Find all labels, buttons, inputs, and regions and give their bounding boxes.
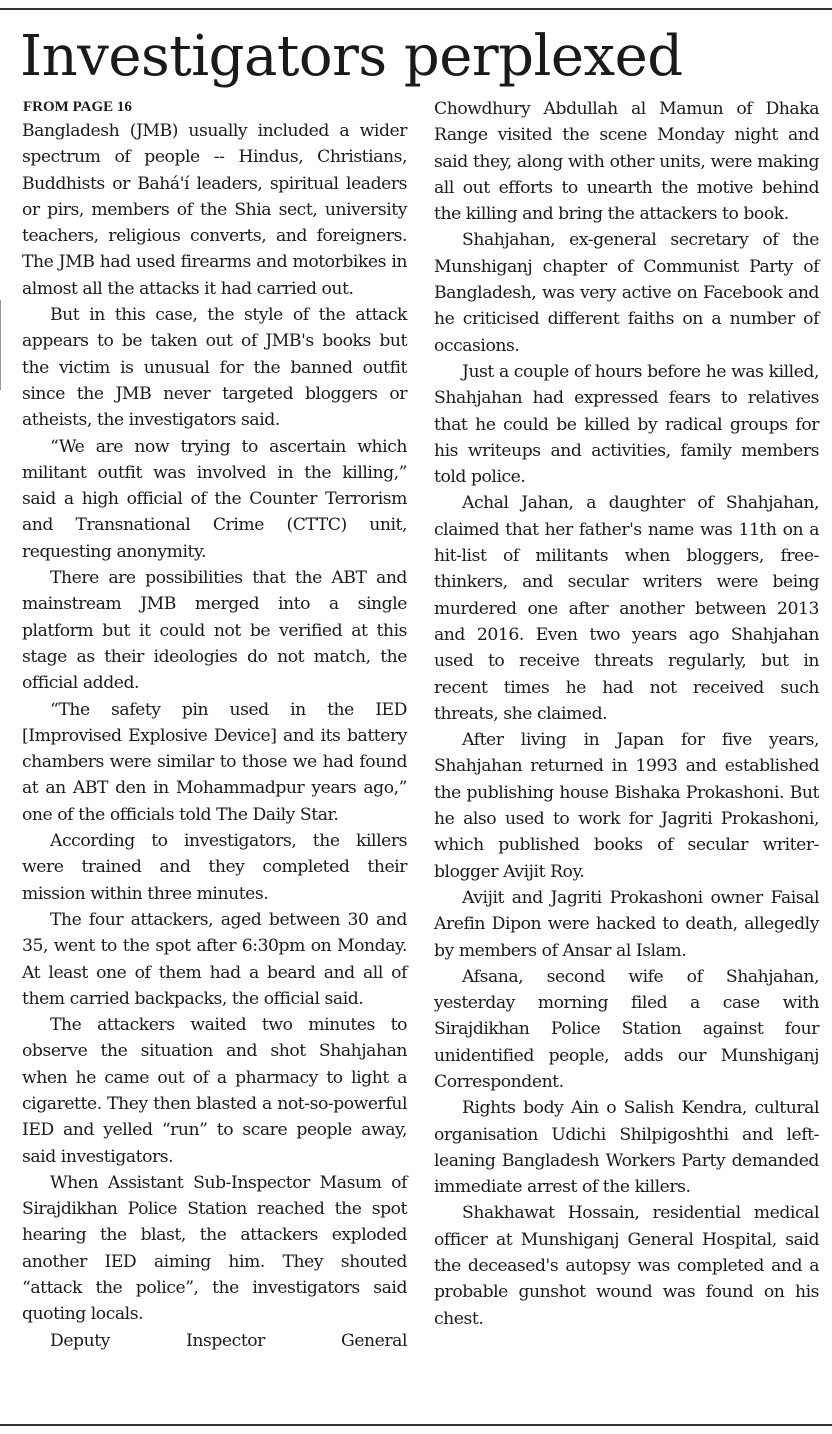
paragraph: “We are now trying to ascertain which militant outfit was involved in the killing,” said a high official of the Counter Terrorism and Transnational Crime (CTTC) unit, requesting anonymity. — [22, 436, 407, 562]
paragraph: But in this case, the style of the attack appears to be taken out of JMB's books but the victim is unusual for the banned outfit since the JMB never targeted bloggers or atheists, the investigators said. — [22, 305, 407, 431]
paragraph: Rights body Ain o Salish Kendra, cultural organisation Udichi Shilpigoshthi and left-leaning Bangladesh Workers Party demanded immediate arrest of the killers. — [434, 1098, 819, 1198]
paragraph: Shahjahan, ex-general secretary of the Munshiganj chapter of Communist Party of Bangladesh, was very active on Facebook and he criticised different faiths on a number of occasions. — [434, 230, 819, 356]
paragraph: “The safety pin used in the IED [Improvised Explosive Device] and its battery chambers were similar to those we had found at an ABT den in Mohammadpur years ago,” one of the officials told The Daily Star. — [22, 699, 407, 825]
paragraph: Shakhawat Hossain, residential medical officer at Munshiganj General Hospital, said the deceased's autopsy was completed and a probable gunshot wound was found on his chest. — [434, 1203, 819, 1329]
paragraph: Achal Jahan, a daughter of Shahjahan, claimed that her father's name was 11th on a hit-list of militants when bloggers, free-thinkers, and secular writers were being murdered one after another between 2013 and 2016. Even two years ago Shahjahan used to receive threats regularly, but in recent times he had not received such threats, she claimed. — [434, 493, 819, 724]
top-rule — [0, 8, 832, 10]
paragraph: Deputy Inspector General — [50, 1330, 407, 1351]
article-column-left — [22, 118, 407, 1354]
paragraph: The attackers waited two minutes to observe the situation and shot Shahjahan when he came out of a pharmacy to light a cigarette. They then blasted a not-so-powerful IED and yelled “run” to scare people away, said investigators. — [22, 1015, 407, 1167]
paragraph: Avijit and Jagriti Prokashoni owner Faisal Arefin Dipon were hacked to death, allegedly by members of Ansar al Islam. — [434, 887, 819, 961]
paragraph: When Assistant Sub-Inspector Masum of Sirajdikhan Police Station reached the spot hearing the blast, the attackers exploded another IED aiming him. They shouted “attack the police”, the investigators said quoting locals. — [22, 1172, 407, 1325]
bottom-rule — [0, 1424, 832, 1426]
page-edge-mark — [0, 300, 4, 390]
paragraph: The four attackers, aged between 30 and 35, went to the spot after 6:30pm on Monday. At least one of them had a beard and all of them carried backpacks, the official said. — [22, 909, 407, 1009]
paragraph: According to investigators, the killers were trained and they completed their mission within three minutes. — [22, 831, 407, 904]
paragraph: Just a couple of hours before he was killed, Shahjahan had expressed fears to relatives that he could be killed by radical groups for his writeups and activities, family members told police. — [434, 361, 819, 488]
paragraph: Chowdhury Abdullah al Mamun of Dhaka Range visited the scene Monday night and said they, along with other units, were making all out efforts to unearth the motive behind the killing and bring the attackers to book. — [434, 99, 819, 225]
paragraph: There are possibilities that the ABT and mainstream JMB merged into a single platform but it could not be verified at this stage as their ideologies do not match, the official added. — [22, 568, 407, 694]
from-page-kicker: FROM PAGE 16 — [23, 99, 132, 115]
headline: Investigators perplexed — [20, 24, 683, 89]
paragraph: Afsana, second wife of Shahjahan, yesterday morning filed a case with Sirajdikhan Police Station against four unidentified people, adds our Munshiganj Correspondent. — [434, 966, 819, 1092]
paragraph: Bangladesh (JMB) usually included a wider spectrum of people -- Hindus, Christians, Buddhists or Bahá'í leaders, spiritual leaders or pirs, members of the Shia sect, university teachers, religious converts, and foreigners. The JMB had used firearms and motorbikes in almost all the attacks it had carried out. — [22, 121, 407, 299]
paragraph: After living in Japan for five years, Shahjahan returned in 1993 and established the publishing house Bishaka Prokashoni. But he also used to work for Jagriti Prokashoni, which published books of secular writer-blogger Avijit Roy. — [434, 730, 819, 882]
article-column-right — [434, 96, 819, 1332]
